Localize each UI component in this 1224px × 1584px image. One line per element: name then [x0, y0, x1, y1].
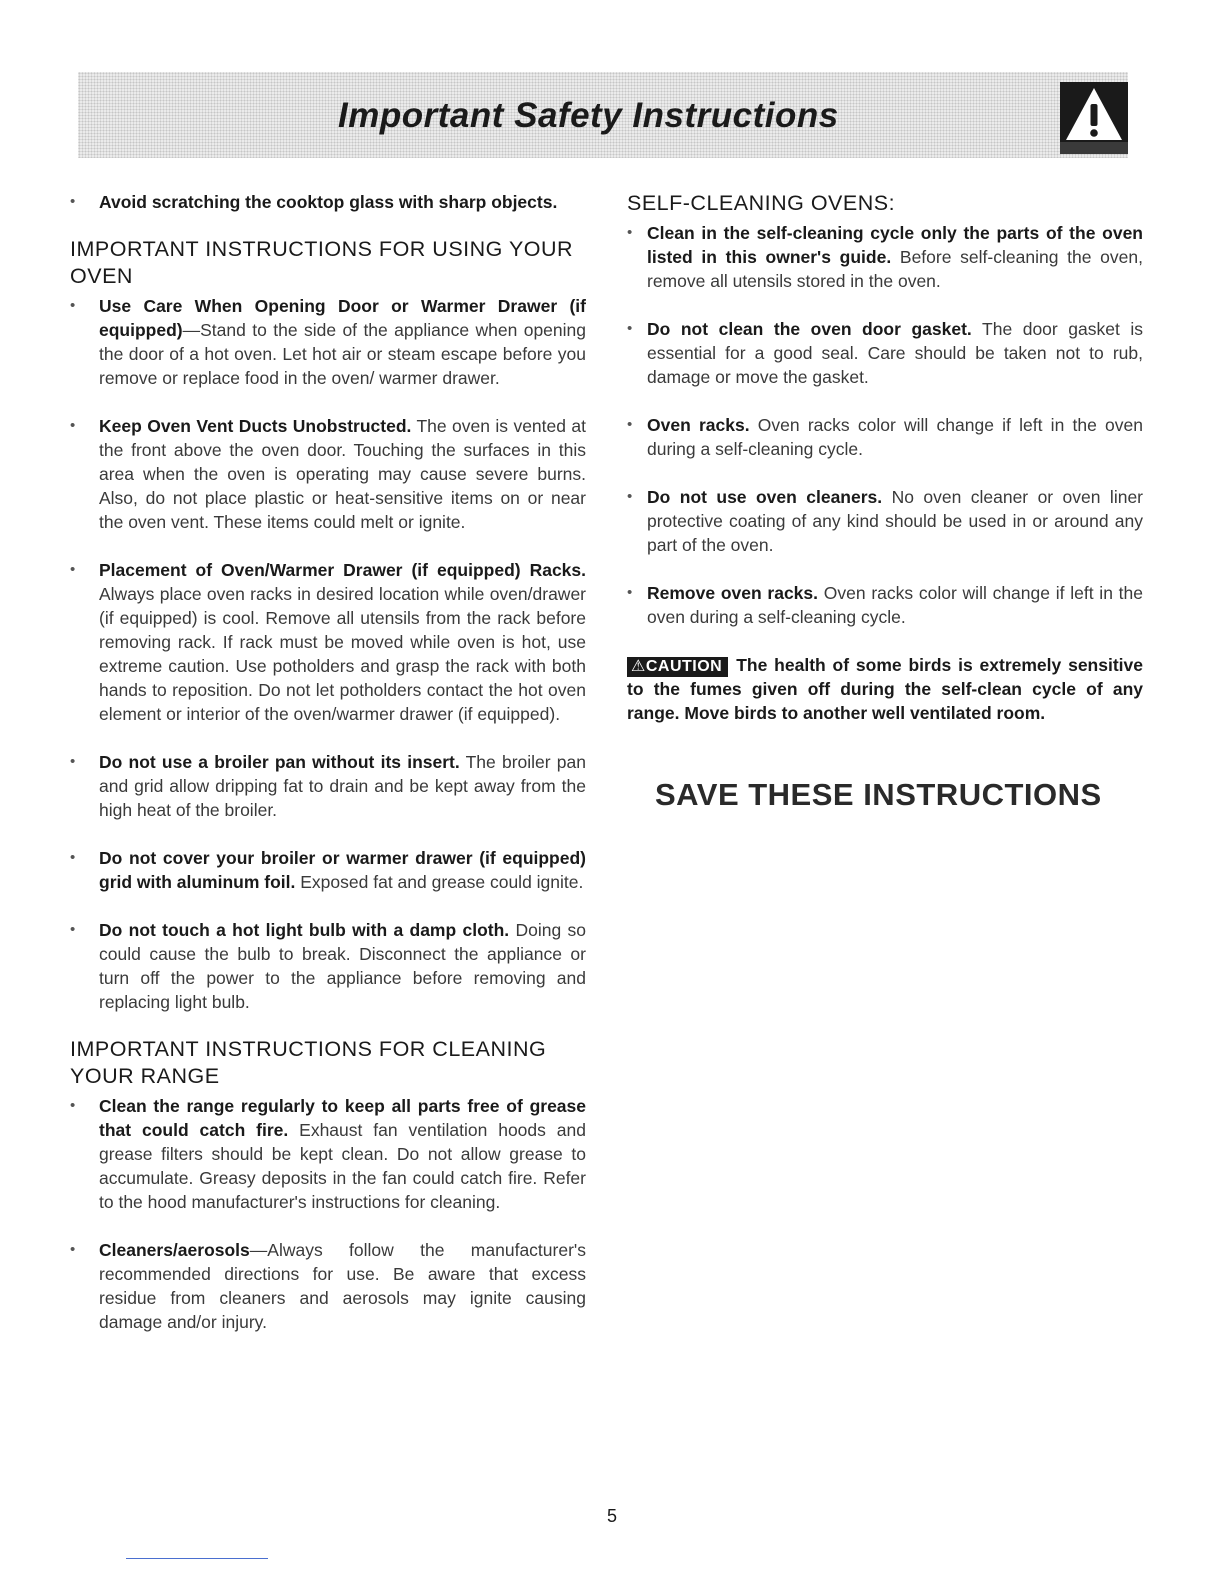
left-column — [70, 190, 586, 1358]
header-banner — [78, 72, 1128, 158]
warning-triangle-icon: ⚠ — [631, 658, 646, 675]
section-heading-cleaning: IMPORTANT INSTRUCTIONS FOR CLEANING YOUR RANGE — [70, 1037, 547, 1088]
page-title: Important Safety Instructions — [338, 96, 839, 135]
caution-notice: ⚠CAUTION The health of some birds is extremely sensitive to the fumes given off during the self-clean cycle of any range. Move birds to another well ventilated room. — [627, 655, 1143, 723]
list-item: • Use Care When Opening Door or Warmer Drawer (if equipped)—Stand to the side of the appliance when opening the door of a hot oven. Let hot air or steam escape before you remove or replace food in the oven/ warmer drawer. — [70, 294, 586, 390]
list-item: • Do not touch a hot light bulb with a damp cloth. Doing so could cause the bulb to break. Disconnect the appliance or turn off the power to the appliance before removing and replacing light bulb. — [70, 918, 586, 1014]
list-item: • Clean in the self-cleaning cycle only the parts of the oven listed in this owner's guide. Before self-cleaning the oven, remove all utensils stored in the oven. — [627, 221, 1143, 293]
section-heading-self-cleaning: SELF-CLEANING OVENS: — [627, 191, 896, 215]
list-item: • Cleaners/aerosols—Always follow the manufacturer's recommended directions for use. Be aware that excess residue from cleaners and aerosols may ignite causing damage and/or injury. — [70, 1238, 586, 1334]
list-item: • Keep Oven Vent Ducts Unobstructed. The oven is vented at the front above the oven door. Touching the surfaces in this area when the oven is operating may cause severe burns. Also, do not place plastic or heat-sensitive items on or near the oven vent. These items could melt or ignite. — [70, 414, 586, 534]
list-item: • Placement of Oven/Warmer Drawer (if equipped) Racks. Always place oven racks in desired location while oven/drawer (if equipped) is cool. Remove all utensils from the rack before removing rack. If rack must be moved while oven is hot, use extreme caution. Use potholders and grasp the rack with both hands to reposition. Do not let potholders contact the hot oven element or interior of the oven/warmer drawer (if equipped). — [70, 558, 586, 726]
warning-exclamation-icon — [1060, 82, 1128, 154]
page-number: 5 — [606, 1506, 617, 1526]
section-heading-oven: IMPORTANT INSTRUCTIONS FOR USING YOUR OVEN — [70, 237, 574, 288]
list-item: • Do not use oven cleaners. No oven cleaner or oven liner protective coating of any kind should be used in or around any part of the oven. — [627, 485, 1143, 557]
list-item: • Do not use a broiler pan without its insert. The broiler pan and grid allow dripping fat to drain and be kept away from the high heat of the broiler. — [70, 750, 586, 822]
list-item: • Oven racks. Oven racks color will change if left in the oven during a self-cleaning cycle. — [627, 413, 1143, 461]
list-item: • Clean the range regularly to keep all parts free of grease that could catch fire. Exhaust fan ventilation hoods and grease filters should be kept clean. Do not allow grease to accumulate. Greasy deposits in the fan could catch fire. Refer to the hood manufacturer's instructions for cleaning. — [70, 1094, 586, 1214]
list-item: • Do not clean the oven door gasket. The door gasket is essential for a good seal. Care should be taken not to rub, damage or move the gasket. — [627, 317, 1143, 389]
list-item: • Do not cover your broiler or warmer drawer (if equipped) grid with aluminum foil. Exposed fat and grease could ignite. — [70, 846, 586, 894]
list-item: • Remove oven racks. Oven racks color will change if left in the oven during a self-cleaning cycle. — [627, 581, 1143, 629]
save-instructions-heading: SAVE THESE INSTRUCTIONS — [655, 777, 1102, 812]
footer-rule — [126, 1558, 268, 1559]
caution-badge: ⚠CAUTION — [627, 657, 728, 677]
right-column — [627, 190, 1143, 813]
list-item: • Avoid scratching the cooktop glass with sharp objects. — [70, 190, 586, 214]
